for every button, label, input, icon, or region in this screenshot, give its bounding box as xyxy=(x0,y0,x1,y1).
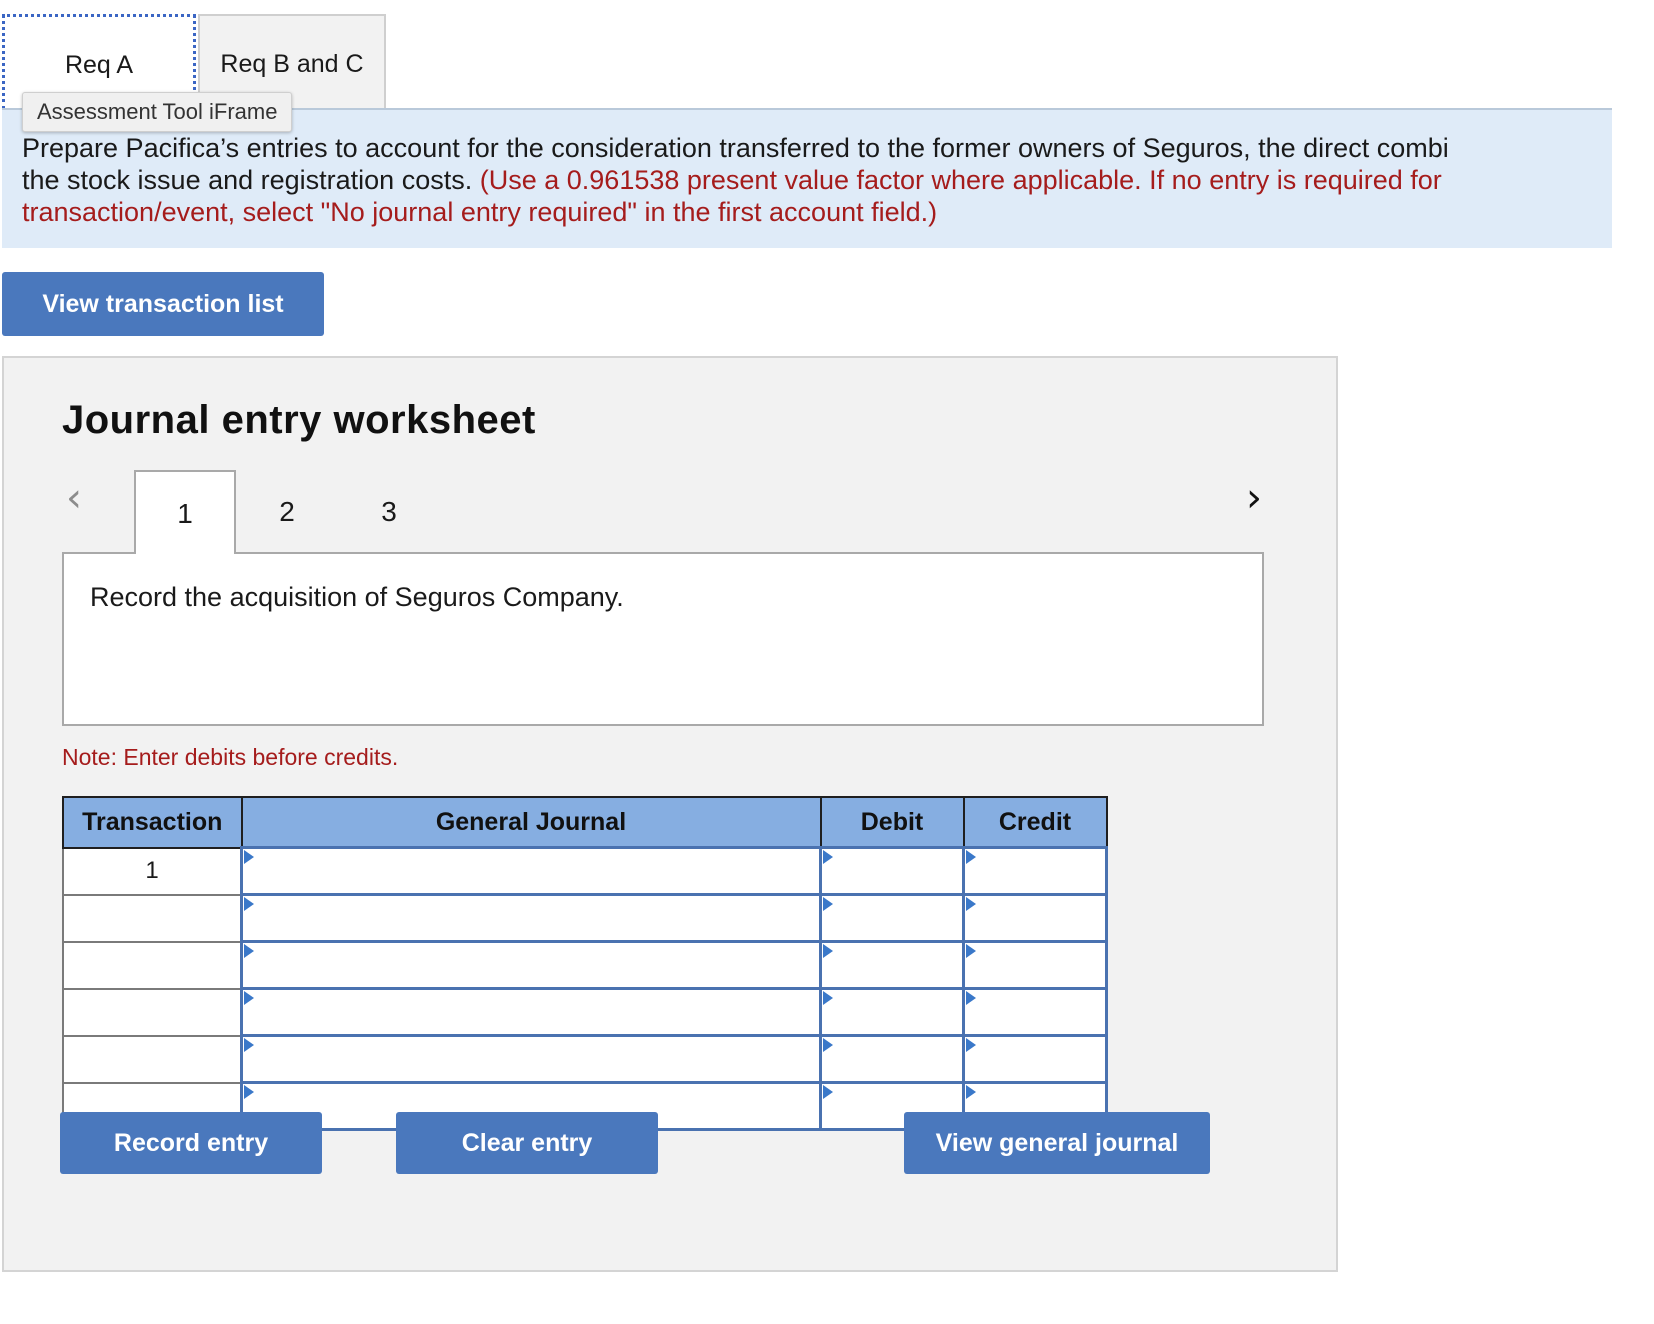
dropdown-indicator-icon xyxy=(244,1085,254,1099)
credit-input[interactable] xyxy=(964,989,1107,1036)
journal-table xyxy=(62,796,1108,1131)
cell-indicator-icon xyxy=(823,1085,833,1099)
iframe-tooltip: Assessment Tool iFrame xyxy=(22,92,292,132)
table-row xyxy=(63,1036,1107,1083)
debit-input[interactable] xyxy=(821,895,964,942)
instructions-text-2: the stock issue and registration costs. xyxy=(22,165,473,195)
entry-note: Note: Enter debits before credits. xyxy=(62,744,399,770)
worksheet-title: Journal entry worksheet xyxy=(62,398,536,442)
instructions-line-2 xyxy=(22,164,1612,196)
worksheet-tab-2[interactable]: 2 xyxy=(279,496,295,527)
tab-req-a[interactable]: Req A xyxy=(2,14,196,110)
journal-table-header xyxy=(63,797,1107,848)
view-transaction-list-button[interactable]: View transaction list xyxy=(2,272,324,336)
transaction-number: 1 xyxy=(63,848,242,895)
debit-input[interactable] xyxy=(821,848,964,895)
clear-entry-button[interactable]: Clear entry xyxy=(396,1112,658,1174)
record-entry-button[interactable]: Record entry xyxy=(60,1112,322,1174)
dropdown-indicator-icon xyxy=(244,991,254,1005)
cell-indicator-icon xyxy=(823,991,833,1005)
cell-indicator-icon xyxy=(966,1085,976,1099)
cell-indicator-icon xyxy=(823,897,833,911)
table-row xyxy=(63,848,1107,895)
transaction-number xyxy=(63,895,242,942)
instructions-text: Prepare Pacifica’s entries to account for the consideration transferred to the former owners of Seguros, the direct combi xyxy=(22,133,1449,163)
header-transaction: Transaction xyxy=(63,797,242,848)
cell-indicator-icon xyxy=(823,1038,833,1052)
worksheet-tab-3[interactable]: 3 xyxy=(381,496,397,527)
account-select[interactable] xyxy=(242,1036,821,1083)
view-general-journal-button[interactable]: View general journal xyxy=(904,1112,1210,1174)
dropdown-indicator-icon xyxy=(244,1038,254,1052)
credit-input[interactable] xyxy=(964,848,1107,895)
cell-indicator-icon xyxy=(966,897,976,911)
header-debit: Debit xyxy=(821,797,964,848)
credit-input[interactable] xyxy=(964,895,1107,942)
debit-input[interactable] xyxy=(821,989,964,1036)
account-select[interactable] xyxy=(242,942,821,989)
account-select[interactable] xyxy=(242,895,821,942)
credit-input[interactable] xyxy=(964,1036,1107,1083)
transaction-number xyxy=(63,989,242,1036)
tab-req-b-and-c[interactable]: Req B and C xyxy=(198,14,386,110)
journal-entry-worksheet-panel xyxy=(2,356,1338,1272)
table-row xyxy=(63,942,1107,989)
instructions-hint: (Use a 0.961538 present value factor where applicable. If no entry is required for xyxy=(479,165,1442,195)
transaction-number xyxy=(63,942,242,989)
table-row xyxy=(63,895,1107,942)
worksheet-tab-1[interactable]: 1 xyxy=(134,470,236,554)
cell-indicator-icon xyxy=(966,991,976,1005)
cell-indicator-icon xyxy=(823,850,833,864)
debit-input[interactable] xyxy=(821,1036,964,1083)
header-credit: Credit xyxy=(964,797,1107,848)
credit-input[interactable] xyxy=(964,942,1107,989)
instructions-line-3: transaction/event, select "No journal entry required" in the first account field.) xyxy=(22,197,938,227)
transaction-description: Record the acquisition of Seguros Company. xyxy=(62,552,1264,726)
transaction-number xyxy=(63,1036,242,1083)
cell-indicator-icon xyxy=(966,850,976,864)
chevron-right-icon[interactable]: › xyxy=(1246,475,1262,521)
account-select[interactable] xyxy=(242,989,821,1036)
dropdown-indicator-icon xyxy=(244,944,254,958)
cell-indicator-icon xyxy=(966,1038,976,1052)
dropdown-indicator-icon xyxy=(244,850,254,864)
cell-indicator-icon xyxy=(966,944,976,958)
dropdown-indicator-icon xyxy=(244,897,254,911)
chevron-left-icon[interactable]: ‹ xyxy=(66,475,82,521)
header-general-journal: General Journal xyxy=(242,797,821,848)
cell-indicator-icon xyxy=(823,944,833,958)
instructions-line-1 xyxy=(22,132,1612,164)
table-row xyxy=(63,989,1107,1036)
debit-input[interactable] xyxy=(821,942,964,989)
account-select[interactable] xyxy=(242,848,821,895)
